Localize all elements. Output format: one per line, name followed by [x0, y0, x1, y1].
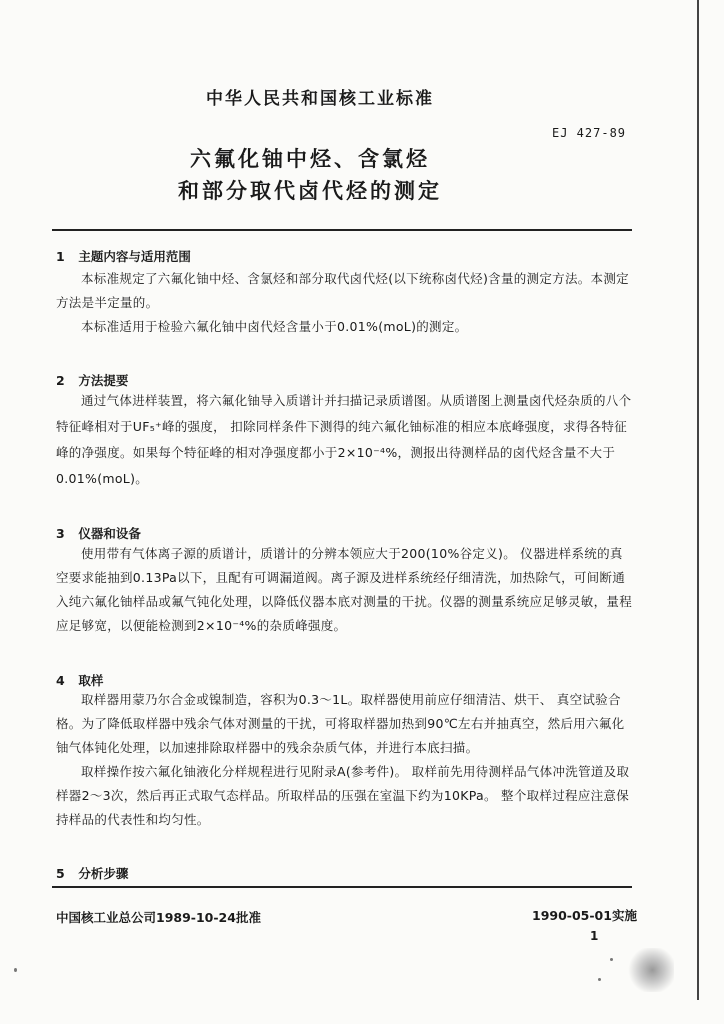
section-body — [56, 688, 634, 832]
scan-smudge — [626, 948, 674, 992]
section-title: 取样 — [78, 673, 104, 688]
section-body — [56, 267, 634, 339]
paragraph: 本标准规定了六氟化铀中烃、含氯烃和部分取代卤代烃(以下统称卤代烃)含量的测定方法。本测定方法是半定量的。 — [56, 271, 629, 310]
section-heading — [56, 524, 141, 542]
section-number: 4 — [56, 673, 65, 688]
section-heading — [56, 247, 191, 265]
paragraph: 取样器用蒙乃尔合金或镍制造，容积为0.3～1L。取样器使用前应仔细清洁、烘干、 真空试验合格。为了降低取样器中残余气体对测量的干扰，可将取样器加热到90℃左右并抽真空，然后用六氟化铀气体钝化处理，以加速排除取样器中的残余杂质气体，并进行本底扫描。 — [56, 692, 625, 755]
footer-divider — [52, 886, 632, 888]
section-number: 2 — [56, 373, 65, 388]
scan-speck — [610, 958, 613, 961]
section-title: 分析步骤 — [78, 866, 129, 881]
section-title: 仪器和设备 — [78, 526, 141, 541]
approval-statement: 中国核工业总公司1989-10-24批准 — [56, 910, 261, 925]
section-body — [56, 388, 634, 492]
section-heading — [56, 671, 103, 689]
document-title-line2: 和部分取代卤代烃的测定 — [178, 179, 442, 203]
section-body — [56, 542, 634, 638]
section-heading — [56, 864, 128, 882]
paragraph: 通过气体进样装置，将六氟化铀导入质谱计并扫描记录质谱图。从质谱图上测量卤代烃杂质的八个特征峰相对于UF₅⁺峰的强度， 扣除同样条件下测得的纯六氟化铀标准的相应本底峰强度，求得各特征峰的净强度。如果每个特征峰的相对净强度都小于2×10⁻⁴%，测报出待测样品的卤代烃含量不大于0.01%(moL)。 — [56, 393, 632, 486]
scan-speck — [598, 978, 601, 981]
section-heading — [56, 371, 128, 389]
standard-org: 中华人民共和国核工业标准 — [206, 89, 434, 109]
paragraph: 取样操作按六氟化铀液化分样规程进行见附录A(参考件)。 取样前先用待测样品气体冲洗管道及取样器2～3次，然后再正式取气态样品。所取样品的压强在室温下约为10KPa。 整个取样过程应注意保持样品的代表性和均匀性。 — [56, 764, 630, 827]
standard-code: EJ 427-89 — [552, 126, 627, 140]
scan-edge-line — [697, 0, 699, 1000]
section-number: 5 — [56, 866, 65, 881]
section-title: 方法提要 — [78, 373, 129, 388]
paragraph: 使用带有气体离子源的质谱计，质谱计的分辨本领应大于200(10%谷定义)。 仪器进样系统的真空要求能抽到0.13Pa以下，且配有可调漏道阀。离子源及进样系统经仔细清洗，加热除气，可间断通入纯六氟化铀样品或氟气钝化处理，以降低仪器本底对测量的干扰。仪器的测量系统应足够灵敏，量程应足够宽，以便能检测到2×10⁻⁴%的杂质峰强度。 — [56, 546, 633, 633]
paragraph: 本标准适用于检验六氟化铀中卤代烃含量小于0.01%(moL)的测定。 — [81, 319, 468, 334]
effective-date: 1990-05-01实施 — [532, 908, 637, 923]
section-title: 主题内容与适用范围 — [78, 249, 191, 264]
section-number: 3 — [56, 526, 65, 541]
document-title-line1: 六氟化铀中烃、含氯烃 — [190, 147, 430, 171]
page-number: 1 — [590, 929, 599, 943]
section-number: 1 — [56, 249, 65, 264]
scan-speck — [14, 968, 17, 972]
header-divider — [52, 229, 632, 231]
